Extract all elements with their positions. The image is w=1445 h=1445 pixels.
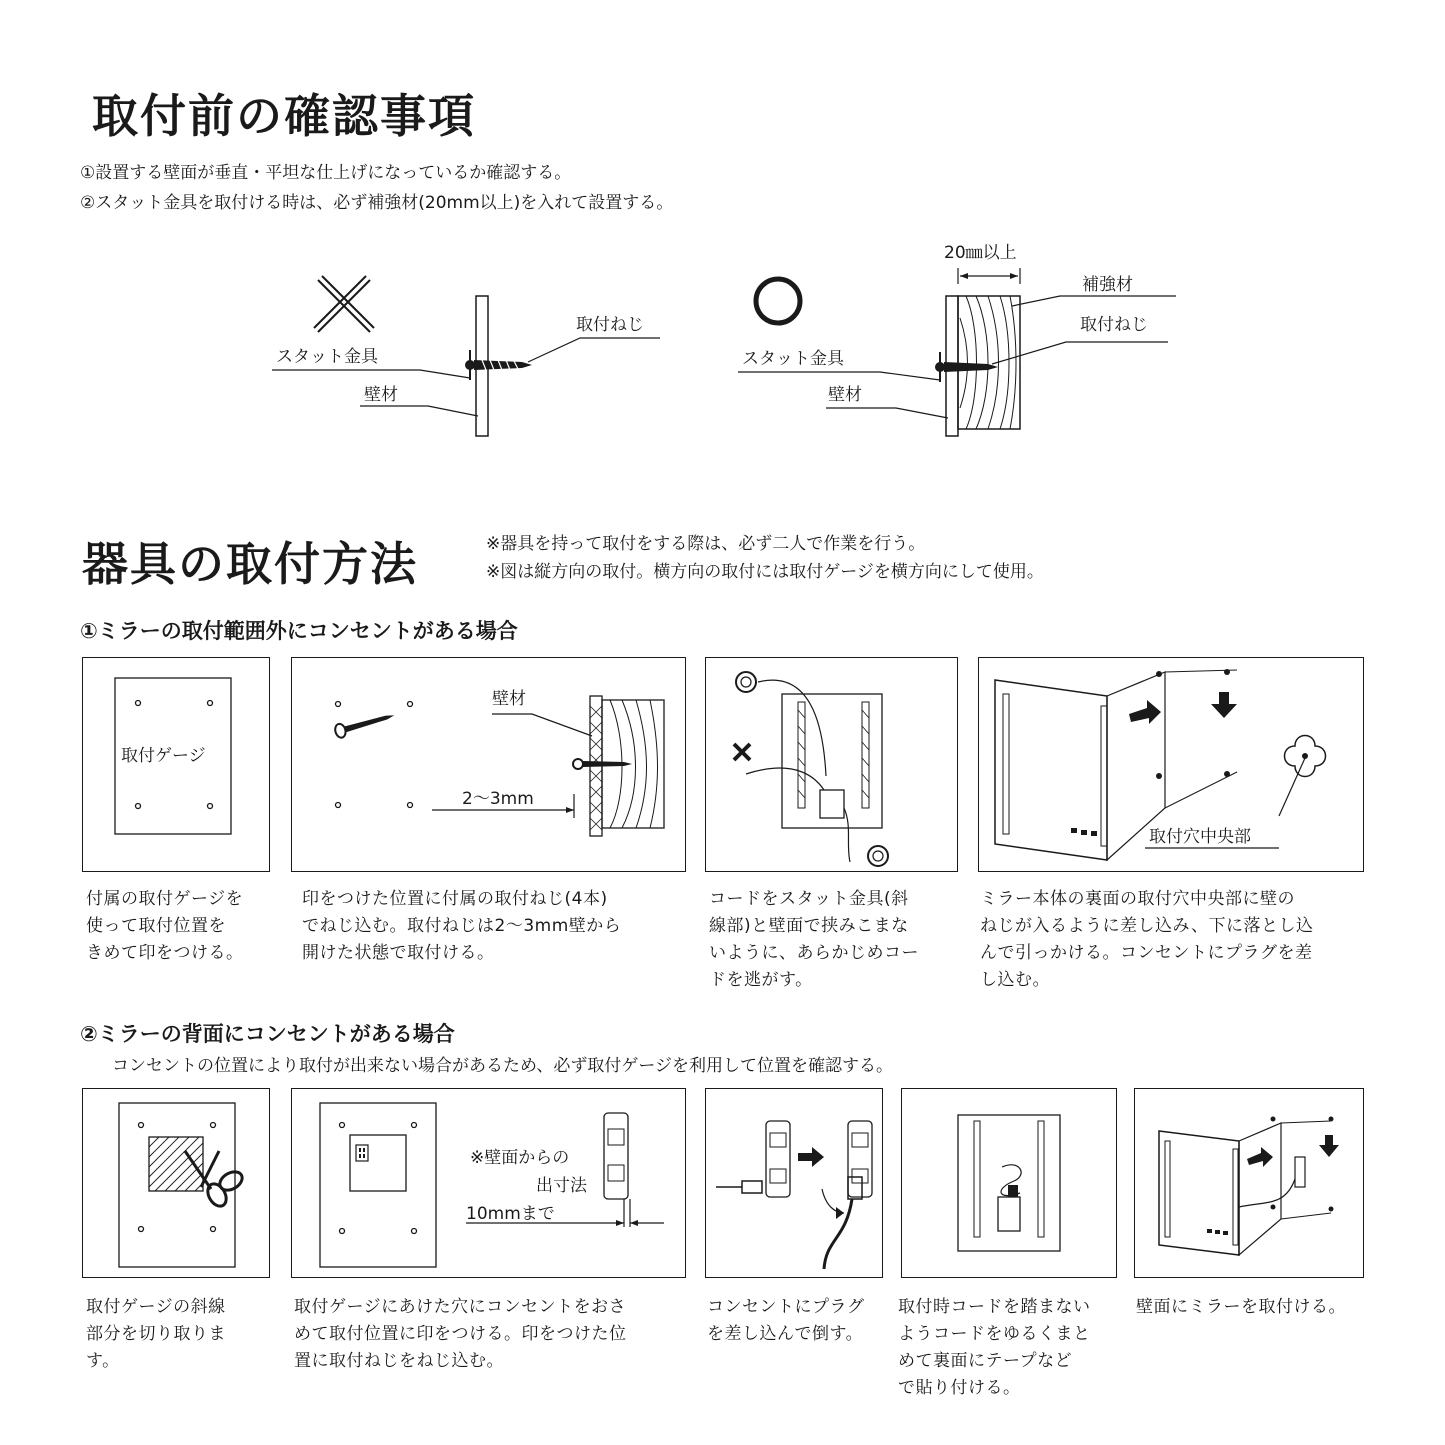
- caption-line: 取付ゲージの斜線: [86, 1297, 226, 1317]
- caption-line: ねじが入るように差し込み、下に落とし込: [980, 916, 1314, 936]
- scissors-icon: [185, 1151, 245, 1209]
- caption-line: ドを逃がす。: [709, 970, 813, 990]
- section1-title: 取付前の確認事項: [92, 89, 476, 143]
- wall-label: 壁材: [492, 689, 526, 709]
- case1-panel-4: [978, 657, 1364, 872]
- case2-panel-5: [1134, 1088, 1364, 1278]
- caption-line: す。: [86, 1351, 120, 1371]
- case2-heading: ②ミラーの背面にコンセントがある場合: [80, 1022, 455, 1046]
- diagram-correct: [730, 238, 1200, 460]
- note-1: ①設置する壁面が垂直・平坦な仕上げになっているか確認する。: [80, 163, 572, 183]
- caption-line: んで引っかける。コンセントにプラグを差: [980, 943, 1313, 963]
- hole-center-label: 取付穴中央部: [1149, 827, 1251, 847]
- caption-line: 取付ゲージにあけた穴にコンセントをおさ: [294, 1297, 627, 1317]
- case2-caption-3: [707, 1294, 865, 1348]
- caption-line: でねじ込む。取付ねじは2〜3mm壁から: [302, 916, 622, 936]
- reinforcement-label: 補強材: [1082, 275, 1133, 295]
- caption-line: きめて印をつける。: [86, 943, 244, 963]
- caption-line: コンセントにプラグ: [707, 1297, 865, 1317]
- case1-caption-2: [302, 886, 621, 967]
- caption-line: いように、あらかじめコー: [709, 943, 919, 963]
- caption-line: 部分を切り取りま: [86, 1324, 226, 1344]
- note-line-3: 10mmまで: [466, 1204, 555, 1224]
- screw-label-right: 取付ねじ: [1080, 315, 1148, 335]
- section2-title: 器具の取付方法: [82, 537, 418, 591]
- case2-caption-1: [86, 1294, 226, 1375]
- case2-panel-1: [82, 1088, 270, 1278]
- bracket-label-right: スタット金具: [742, 349, 844, 369]
- screw-label: 取付ねじ: [576, 315, 644, 335]
- note-line-2: 出寸法: [536, 1176, 587, 1196]
- caption-line: コードをスタット金具(斜: [709, 889, 909, 909]
- plug-icon: [742, 1181, 762, 1193]
- case2-caption-2: [294, 1294, 627, 1375]
- case1-caption-4: [980, 886, 1314, 994]
- caption-line: で貼り付ける。: [898, 1378, 1021, 1398]
- tape-icon: [1008, 1185, 1018, 1197]
- case1-caption-3: [709, 886, 919, 994]
- note-two-persons: ※器具を持って取付をする際は、必ず二人で作業を行う。: [486, 534, 926, 554]
- caption-line: めて裏面にテープなど: [898, 1351, 1073, 1371]
- case1-panel-3: [705, 657, 958, 872]
- outlet-icon: [356, 1145, 368, 1161]
- caption-line: し込む。: [980, 970, 1050, 990]
- case2-caption-5: [1136, 1294, 1346, 1321]
- section2-notes: [486, 530, 1044, 586]
- case2-panel-4: [901, 1088, 1117, 1278]
- caption-line: めて取付位置に印をつける。印をつけた位: [294, 1324, 627, 1344]
- note-2: ②スタット金具を取付ける時は、必ず補強材(20mm以上)を入れて設置する。: [80, 193, 674, 213]
- caption-line: ようコードをゆるくまと: [898, 1324, 1091, 1344]
- screw-icon: [334, 709, 396, 739]
- arrow-right-icon: [1129, 700, 1161, 724]
- case2-subnote: コンセントの位置により取付が出来ない場合があるため、必ず取付ゲージを利用して位置を確認する。: [112, 1056, 893, 1076]
- arrow-down-icon: [1319, 1135, 1339, 1157]
- caption-line: 線部)と壁面で挟みこまな: [709, 916, 909, 936]
- case2-caption-4: [898, 1294, 1091, 1402]
- mirror: [995, 680, 1107, 860]
- note-orientation: ※図は縦方向の取付。横方向の取付には取付ゲージを横方向にして使用。: [486, 562, 1044, 582]
- caption-line: 壁面にミラーを取付ける。: [1136, 1297, 1346, 1317]
- caption-line: 取付時コードを踏まない: [898, 1297, 1091, 1317]
- caption-line: 使って取付位置を: [86, 916, 226, 936]
- case2-panel-3: [705, 1088, 883, 1278]
- section1-notes: [80, 158, 673, 218]
- case2-panel-2: [291, 1088, 686, 1278]
- wall-label-right: 壁材: [828, 385, 862, 405]
- caption-line: 印をつけた位置に付属の取付ねじ(4本): [302, 889, 608, 909]
- case1-panel-1: [82, 657, 270, 872]
- dimension-label: 20㎜以上: [944, 243, 1017, 263]
- caption-line: 付属の取付ゲージを: [86, 889, 244, 909]
- case1-panel-2: [291, 657, 686, 872]
- cross-mark-icon: [734, 744, 750, 760]
- case1-caption-1: [86, 886, 244, 967]
- gap-label: 2〜3mm: [462, 789, 534, 809]
- note-line-1: ※壁面からの: [470, 1148, 570, 1168]
- diagram-incorrect: [260, 260, 700, 460]
- cross-mark-icon: [314, 276, 374, 332]
- caption-line: を差し込んで倒す。: [707, 1324, 864, 1344]
- arrow-right-icon: [798, 1147, 824, 1167]
- caption-line: ミラー本体の裏面の取付穴中央部に壁の: [980, 889, 1295, 909]
- case1-heading: ①ミラーの取付範囲外にコンセントがある場合: [80, 619, 518, 643]
- wall-label: 壁材: [364, 385, 398, 405]
- circle-mark-icon: [756, 279, 800, 323]
- arrow-right-icon: [1247, 1147, 1273, 1167]
- caption-line: 置に取付ねじをねじ込む。: [294, 1351, 504, 1371]
- screw-icon: [465, 360, 532, 370]
- caption-line: 開けた状態で取付ける。: [302, 943, 495, 963]
- bracket-label: スタット金具: [276, 347, 378, 367]
- arrow-down-icon: [1211, 692, 1237, 718]
- gauge-label: 取付ゲージ: [121, 746, 206, 766]
